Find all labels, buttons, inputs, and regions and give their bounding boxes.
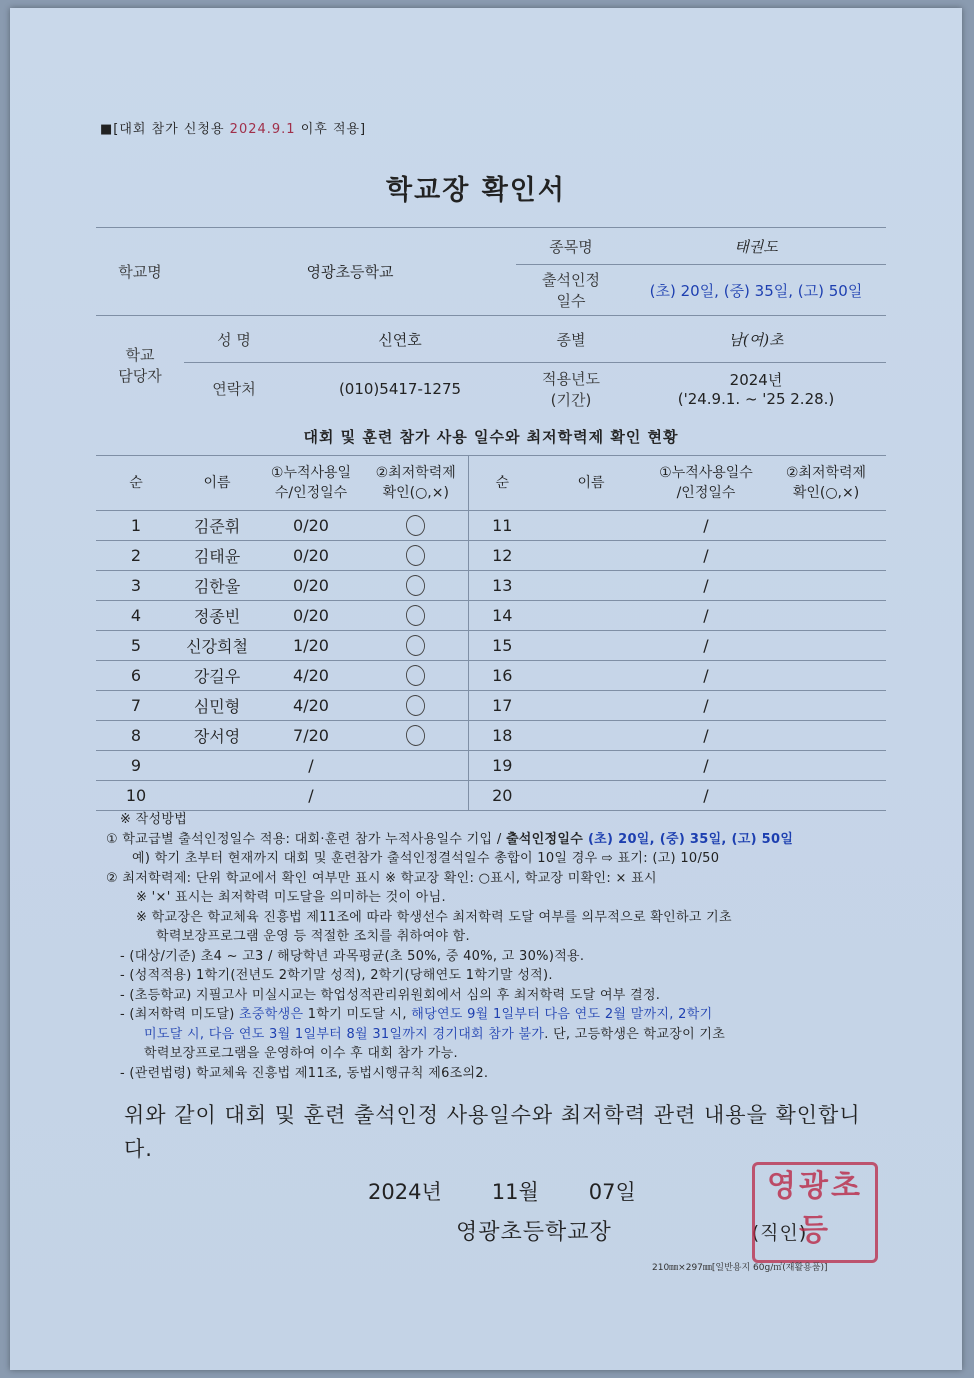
table-title: 대회 및 훈련 참가 사용 일수와 최저학력제 확인 현황 xyxy=(303,428,679,446)
row-check-right xyxy=(766,691,886,721)
bullet-4: - (최저학력 미도달) 초중학생은 1학기 미도달 시, 해당연도 9월 1일부터 다음 연도 2월 말까지, 2학기 xyxy=(120,1007,713,1022)
table-row xyxy=(96,691,886,721)
col-days: ①누적사용일 수/인정일수 xyxy=(258,456,364,511)
row-days: 4/20 xyxy=(258,661,364,691)
row-check-right xyxy=(766,601,886,631)
note-1: ① 학교급별 출석인정일수 적용: 대회·훈련 참가 누적사용일수 기입 / 출석인정일수 (초) 20일, (중) 35일, (고) 50일 xyxy=(106,831,794,847)
document-title: 학교장 확인서 xyxy=(386,175,566,206)
table-row xyxy=(96,751,886,781)
col-no: 순 xyxy=(96,456,176,511)
row-days: 0/20 xyxy=(258,541,364,571)
row-name-right xyxy=(536,631,646,661)
note-2-sub-2: ※ 학교장은 학교체육 진흥법 제11조에 따라 학생선수 최저학력 도달 여부를 의무적으로 확인하고 기초 xyxy=(136,909,732,925)
school-name-label: 학교명 xyxy=(96,228,184,316)
bullet-1: - (대상/기준) 초4 ~ 고3 / 해당학년 과목평균(초 50%, 중 40%, 고 30%)적용. xyxy=(120,948,585,964)
table-row xyxy=(96,781,886,811)
circle-mark-icon xyxy=(404,543,427,567)
note-2: ② 최저학력제: 단위 학교에서 확인 여부만 표시 ※ 학교장 확인: ○표시, 학교장 미확인: × 표시 xyxy=(106,870,657,886)
row-no: 7 xyxy=(96,691,176,721)
circle-mark-icon xyxy=(404,633,427,657)
row-days: 0/20 xyxy=(258,601,364,631)
period-value: 2024년 ('24.9.1. ~ '25 2.28.) xyxy=(626,363,886,415)
row-name: 김준휘 xyxy=(176,511,258,541)
row-days-right: / xyxy=(646,601,766,631)
row-days: 0/20 xyxy=(258,511,364,541)
row-check-right xyxy=(766,571,886,601)
row-name-right xyxy=(536,661,646,691)
school-info-table xyxy=(96,227,886,415)
school-name-value: 영광초등학교 xyxy=(184,228,516,316)
gender-label: 종별 xyxy=(516,316,626,363)
row-no: 6 xyxy=(96,661,176,691)
row-name-right xyxy=(536,511,646,541)
row-days: 4/20 xyxy=(258,691,364,721)
row-days-right: / xyxy=(646,721,766,751)
row-no: 9 xyxy=(96,751,176,781)
row-name: 심민형 xyxy=(176,691,258,721)
row-check xyxy=(364,751,468,781)
col-name-right: 이름 xyxy=(536,456,646,511)
note-2-sub-1: ※ '×' 표시는 최저학력 미도달을 의미하는 것이 아님. xyxy=(136,890,446,905)
row-check-right xyxy=(766,781,886,811)
row-check-right xyxy=(766,631,886,661)
row-no-right: 13 xyxy=(468,571,536,601)
row-no: 4 xyxy=(96,601,176,631)
contact-value: (010)5417-1275 xyxy=(284,363,516,415)
row-days: 0/20 xyxy=(258,571,364,601)
circle-mark-icon xyxy=(404,693,427,717)
row-check xyxy=(364,721,468,751)
sport-value: 태권도 xyxy=(626,228,886,265)
row-no: 3 xyxy=(96,571,176,601)
row-no: 2 xyxy=(96,541,176,571)
row-name xyxy=(176,751,258,781)
circle-mark-icon xyxy=(404,723,427,747)
row-no-right: 16 xyxy=(468,661,536,691)
circle-mark-icon xyxy=(404,603,427,627)
row-check xyxy=(364,661,468,691)
row-name-right xyxy=(536,691,646,721)
manager-label: 학교 담당자 xyxy=(96,316,184,415)
col-days-right: ①누적사용일수 /인정일수 xyxy=(646,456,766,511)
row-days: 1/20 xyxy=(258,631,364,661)
notes-heading: ※ 작성방법 xyxy=(120,812,188,827)
gender-value: 남(여)초 xyxy=(626,316,886,363)
row-days: / xyxy=(258,751,364,781)
manager-name-label: 성 명 xyxy=(184,316,284,363)
official-seal: 영광초등 xyxy=(752,1162,878,1263)
row-name-right xyxy=(536,721,646,751)
row-check xyxy=(364,571,468,601)
bullet-4-cont: 미도달 시, 다음 연도 3월 1일부터 8월 31일까지 경기대회 참가 불가. 단, 고등학생은 학교장이 기초 xyxy=(144,1026,726,1042)
table-row xyxy=(96,631,886,661)
bullet-4-cont-2: 학력보장프로그램을 운영하여 이수 후 대회 참가 가능. xyxy=(144,1046,458,1061)
manager-name-value: 신연호 xyxy=(284,316,516,363)
row-name: 장서영 xyxy=(176,721,258,751)
bullet-5: - (관련법령) 학교체육 진흥법 제11조, 동법시행규칙 제6조의2. xyxy=(120,1065,489,1081)
row-check xyxy=(364,511,468,541)
row-check xyxy=(364,631,468,661)
row-check-right xyxy=(766,751,886,781)
header-note: ■[대회 참가 신청용 2024.9.1 이후 적용] xyxy=(100,122,367,137)
row-name xyxy=(176,781,258,811)
row-no-right: 19 xyxy=(468,751,536,781)
row-no-right: 14 xyxy=(468,601,536,631)
row-no-right: 15 xyxy=(468,631,536,661)
row-name: 신강희철 xyxy=(176,631,258,661)
row-name: 강길우 xyxy=(176,661,258,691)
row-days-right: / xyxy=(646,691,766,721)
paper-spec-footer: 210㎜×297㎜[일반용지 60g/㎡(재활용품)] xyxy=(652,1263,828,1273)
instructions xyxy=(106,810,896,1083)
col-name: 이름 xyxy=(176,456,258,511)
row-name-right xyxy=(536,601,646,631)
row-days-right: / xyxy=(646,661,766,691)
row-name-right xyxy=(536,571,646,601)
bullet-2: - (성적적용) 1학기(전년도 2학기말 성적), 2학기(당해연도 1학기말 성적). xyxy=(120,968,553,983)
note-1-example: 예) 학기 초부터 현재까지 대회 및 훈련참가 출석인정결석일수 총합이 10일 경우 ⇨ 표기: (고) 10/50 xyxy=(132,851,720,866)
row-no: 8 xyxy=(96,721,176,751)
row-check-right xyxy=(766,541,886,571)
row-days-right: / xyxy=(646,541,766,571)
row-no: 1 xyxy=(96,511,176,541)
circle-mark-icon xyxy=(404,513,427,537)
sport-label: 종목명 xyxy=(516,228,626,265)
row-check xyxy=(364,781,468,811)
row-no-right: 17 xyxy=(468,691,536,721)
table-row xyxy=(96,511,886,541)
row-no-right: 12 xyxy=(468,541,536,571)
row-days: 7/20 xyxy=(258,721,364,751)
row-check xyxy=(364,601,468,631)
note-2-sub-3: 학력보장프로그램 운영 등 적절한 조치를 취하여야 함. xyxy=(156,929,470,944)
row-days-right: / xyxy=(646,781,766,811)
attendance-days-value: (초) 20일, (중) 35일, (고) 50일 xyxy=(626,265,886,316)
row-name: 정종빈 xyxy=(176,601,258,631)
col-check-right: ②최저학력제 확인(○,×) xyxy=(766,456,886,511)
row-days: / xyxy=(258,781,364,811)
row-no: 5 xyxy=(96,631,176,661)
row-name-right xyxy=(536,541,646,571)
table-row xyxy=(96,541,886,571)
bullet-3: - (초등학교) 지필고사 미실시교는 학업성적관리위원회에서 심의 후 최저학력 도달 여부 결정. xyxy=(120,987,661,1003)
row-name: 김태윤 xyxy=(176,541,258,571)
confirmation-text: 위와 같이 대회 및 훈련 출석인정 사용일수와 최저학력 관련 내용을 확인합니다. xyxy=(124,1103,861,1161)
row-check xyxy=(364,541,468,571)
row-name-right xyxy=(536,751,646,781)
issue-date: 2024년 11월 07일 xyxy=(368,1180,636,1204)
row-no: 10 xyxy=(96,781,176,811)
row-name-right xyxy=(536,781,646,811)
row-no-right: 18 xyxy=(468,721,536,751)
row-check xyxy=(364,691,468,721)
period-label: 적용년도 (기간) xyxy=(516,363,626,415)
attendance-table xyxy=(96,455,886,811)
table-row xyxy=(96,601,886,631)
row-no-right: 11 xyxy=(468,511,536,541)
col-no-right: 순 xyxy=(468,456,536,511)
row-days-right: / xyxy=(646,751,766,781)
contact-label: 연락처 xyxy=(184,363,284,415)
row-check-right xyxy=(766,721,886,751)
col-check: ②최저학력제 확인(○,×) xyxy=(364,456,468,511)
row-no-right: 20 xyxy=(468,781,536,811)
row-days-right: / xyxy=(646,631,766,661)
table-row xyxy=(96,721,886,751)
row-days-right: / xyxy=(646,511,766,541)
table-row xyxy=(96,571,886,601)
row-name: 김한울 xyxy=(176,571,258,601)
row-check-right xyxy=(766,511,886,541)
signer: 영광초등학교장 (직인) xyxy=(456,1220,808,1245)
attendance-days-label: 출석인정 일수 xyxy=(516,265,626,316)
row-days-right: / xyxy=(646,571,766,601)
table-row xyxy=(96,661,886,691)
circle-mark-icon xyxy=(404,663,427,687)
circle-mark-icon xyxy=(404,573,427,597)
row-check-right xyxy=(766,661,886,691)
